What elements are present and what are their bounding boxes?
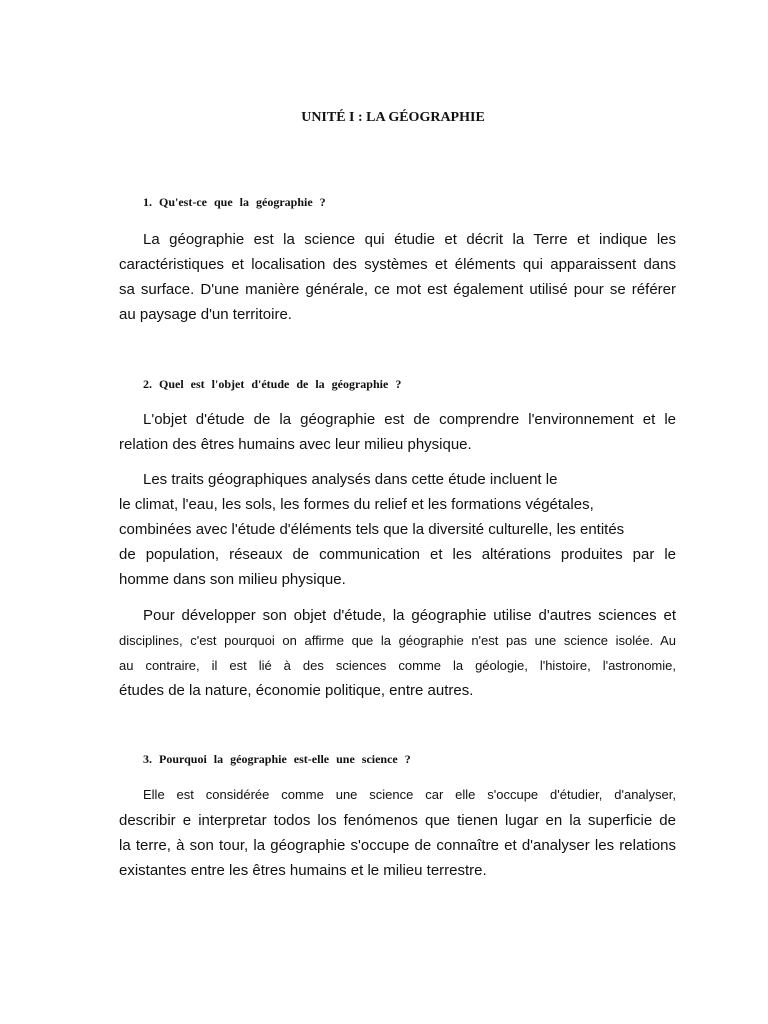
section-1-line-2: caractéristiques et localisation des systèmes et éléments qui apparaissent dans bbox=[119, 256, 676, 273]
section-2-line-9: disciplines, c'est pourquoi on affirme que la géographie n'est pas une science isolée. Au bbox=[119, 633, 676, 648]
section-2-line-11: études de la nature, économie politique, entre autres. bbox=[119, 682, 474, 699]
section-3-line-1: Elle est considérée comme une science car elle s'occupe d'étudier, d'analyser, bbox=[143, 787, 676, 802]
section-2-heading: 2. Quel est l'objet d'étude de la géographie ? bbox=[143, 377, 402, 391]
section-2-line-3: Les traits géographiques analysés dans cette étude incluent le bbox=[143, 471, 558, 488]
section-2-line-5: combinées avec l'étude d'éléments tels que la diversité culturelle, les entités bbox=[119, 521, 625, 538]
section-2-line-2: relation des êtres humains avec leur milieu physique. bbox=[119, 436, 472, 453]
section-2-line-1: L'objet d'étude de la géographie est de comprendre l'environnement et le bbox=[143, 411, 676, 428]
section-2-line-6: de population, réseaux de communication et les altérations produites par le bbox=[119, 546, 676, 563]
section-2-line-7: homme dans son milieu physique. bbox=[119, 571, 346, 588]
section-1-line-3: sa surface. D'une manière générale, ce mot est également utilisé pour se référer bbox=[119, 281, 676, 298]
section-1-heading: 1. Qu'est-ce que la géographie ? bbox=[143, 195, 326, 209]
section-3-line-3: la terre, à son tour, la géographie s'occupe de connaître et d'analyser les relations bbox=[119, 837, 676, 854]
section-3-line-4: existantes entre les êtres humains et le milieu terrestre. bbox=[119, 862, 487, 879]
section-3-line-2: describir e interpretar todos los fenómenos que tienen lugar en la superficie de bbox=[119, 812, 676, 829]
section-1-line-1: La géographie est la science qui étudie et décrit la Terre et indique les bbox=[143, 231, 676, 248]
section-1-line-4: au paysage d'un territoire. bbox=[119, 306, 292, 323]
section-2-line-4: le climat, l'eau, les sols, les formes du relief et les formations végétales, bbox=[119, 496, 594, 513]
section-2-line-10: au contraire, il est lié à des sciences comme la géologie, l'histoire, l'astronomie, bbox=[119, 658, 676, 673]
section-2-line-8: Pour développer son objet d'étude, la géographie utilise d'autres sciences et bbox=[143, 607, 676, 624]
document-title: UNITÉ I : LA GÉOGRAPHIE bbox=[301, 110, 485, 125]
section-3-heading: 3. Pourquoi la géographie est-elle une science ? bbox=[143, 752, 411, 766]
